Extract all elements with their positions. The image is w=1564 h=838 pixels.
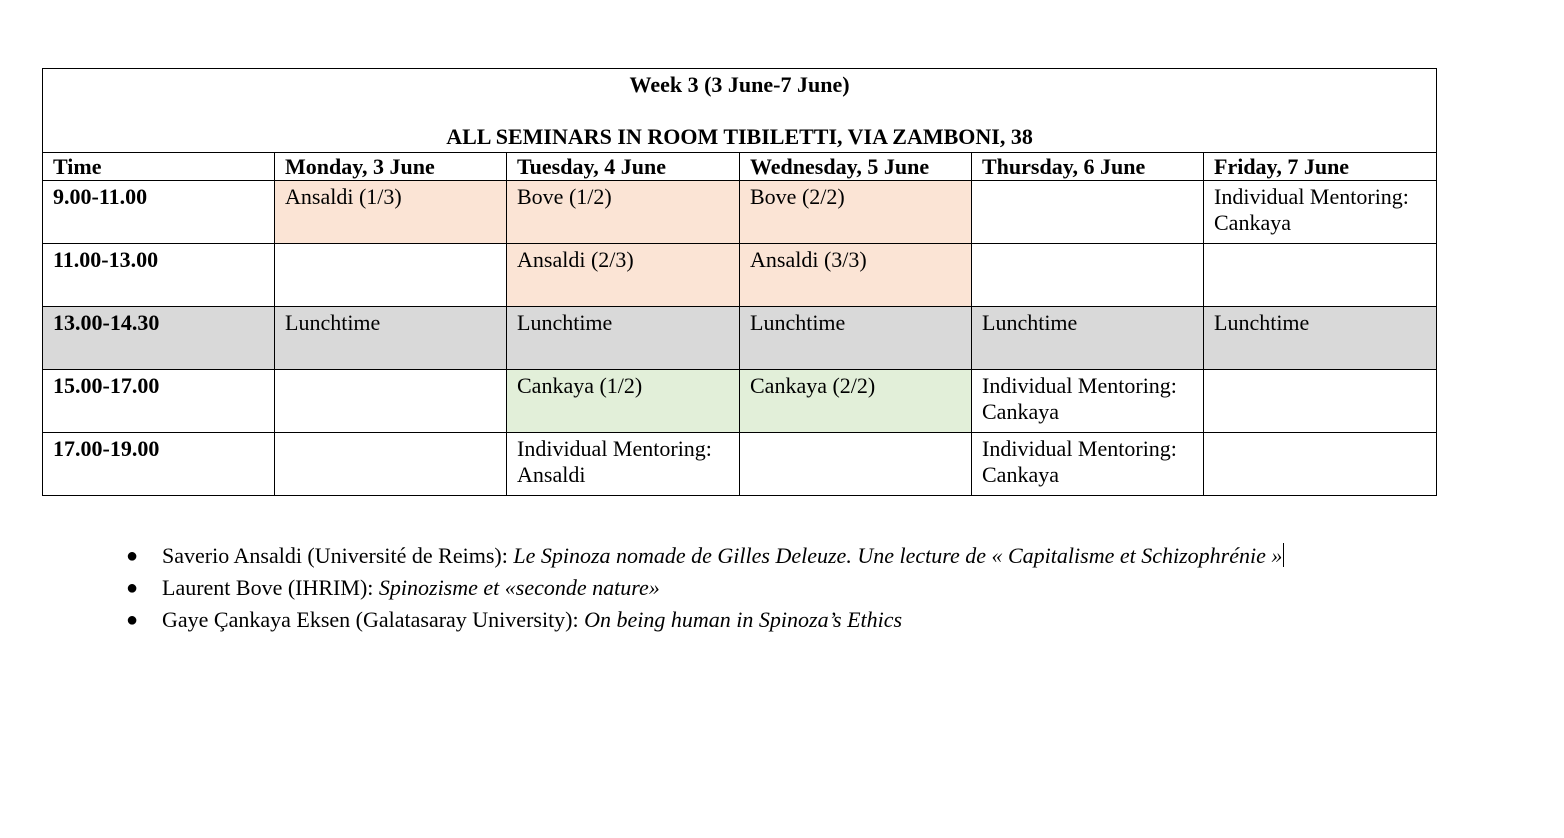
header-time: Time bbox=[43, 153, 275, 181]
seminar-title: On being human in Spinoza’s Ethics bbox=[584, 607, 903, 632]
session-cell: Individual Mentoring: Cankaya bbox=[972, 433, 1204, 496]
session-cell: Bove (1/2) bbox=[507, 181, 740, 244]
session-cell: Lunchtime bbox=[740, 307, 972, 370]
time-slot: 15.00-17.00 bbox=[43, 370, 275, 433]
header-friday: Friday, 7 June bbox=[1204, 153, 1437, 181]
session-cell: Cankaya (1/2) bbox=[507, 370, 740, 433]
session-cell: Lunchtime bbox=[275, 307, 507, 370]
session-cell: Individual Mentoring: Ansaldi bbox=[507, 433, 740, 496]
session-cell bbox=[1204, 433, 1437, 496]
session-cell: Lunchtime bbox=[507, 307, 740, 370]
session-cell: Ansaldi (1/3) bbox=[275, 181, 507, 244]
header-monday: Monday, 3 June bbox=[275, 153, 507, 181]
header-tuesday: Tuesday, 4 June bbox=[507, 153, 740, 181]
table-row bbox=[43, 370, 1437, 433]
table-row bbox=[43, 244, 1437, 307]
session-cell bbox=[1204, 370, 1437, 433]
session-cell: Individual Mentoring: Cankaya bbox=[972, 370, 1204, 433]
session-cell: Lunchtime bbox=[1204, 307, 1437, 370]
seminar-title: Le Spinoza nomade de Gilles Deleuze. Une lecture de « Capitalisme et Schizophrénie » bbox=[513, 543, 1283, 568]
text-cursor bbox=[1283, 543, 1284, 567]
schedule-banner bbox=[43, 69, 1437, 153]
session-cell bbox=[275, 433, 507, 496]
list-item bbox=[126, 540, 1284, 572]
session-cell: Individual Mentoring: Cankaya bbox=[1204, 181, 1437, 244]
table-row bbox=[43, 181, 1437, 244]
header-row bbox=[43, 153, 1437, 181]
session-cell bbox=[972, 181, 1204, 244]
table-row bbox=[43, 433, 1437, 496]
bullet-icon: ● bbox=[126, 577, 139, 599]
speaker-list bbox=[126, 540, 1284, 636]
bullet-icon: ● bbox=[126, 609, 139, 631]
speaker-name: Laurent Bove (IHRIM): bbox=[162, 575, 379, 600]
time-slot: 9.00-11.00 bbox=[43, 181, 275, 244]
session-cell bbox=[275, 244, 507, 307]
schedule-table bbox=[42, 68, 1437, 496]
table-row bbox=[43, 307, 1437, 370]
seminar-title: Spinozisme et «seconde nature» bbox=[378, 575, 660, 600]
session-cell: Lunchtime bbox=[972, 307, 1204, 370]
session-cell: Ansaldi (3/3) bbox=[740, 244, 972, 307]
speaker-name: Saverio Ansaldi (Université de Reims): bbox=[162, 543, 514, 568]
bullet-icon: ● bbox=[126, 545, 139, 567]
session-cell bbox=[275, 370, 507, 433]
header-wednesday: Wednesday, 5 June bbox=[740, 153, 972, 181]
header-thursday: Thursday, 6 June bbox=[972, 153, 1204, 181]
speaker-name: Gaye Çankaya Eksen (Galatasaray University): bbox=[162, 607, 585, 632]
list-item bbox=[126, 604, 1284, 636]
session-cell bbox=[972, 244, 1204, 307]
list-item bbox=[126, 572, 1284, 604]
time-slot: 13.00-14.30 bbox=[43, 307, 275, 370]
room-subtitle: ALL SEMINARS IN ROOM TIBILETTI, VIA ZAMBONI, 38 bbox=[446, 124, 1033, 149]
session-cell: Ansaldi (2/3) bbox=[507, 244, 740, 307]
session-cell: Cankaya (2/2) bbox=[740, 370, 972, 433]
time-slot: 17.00-19.00 bbox=[43, 433, 275, 496]
time-slot: 11.00-13.00 bbox=[43, 244, 275, 307]
session-cell: Bove (2/2) bbox=[740, 181, 972, 244]
session-cell bbox=[1204, 244, 1437, 307]
session-cell bbox=[740, 433, 972, 496]
week-title: Week 3 (3 June-7 June) bbox=[629, 72, 850, 97]
